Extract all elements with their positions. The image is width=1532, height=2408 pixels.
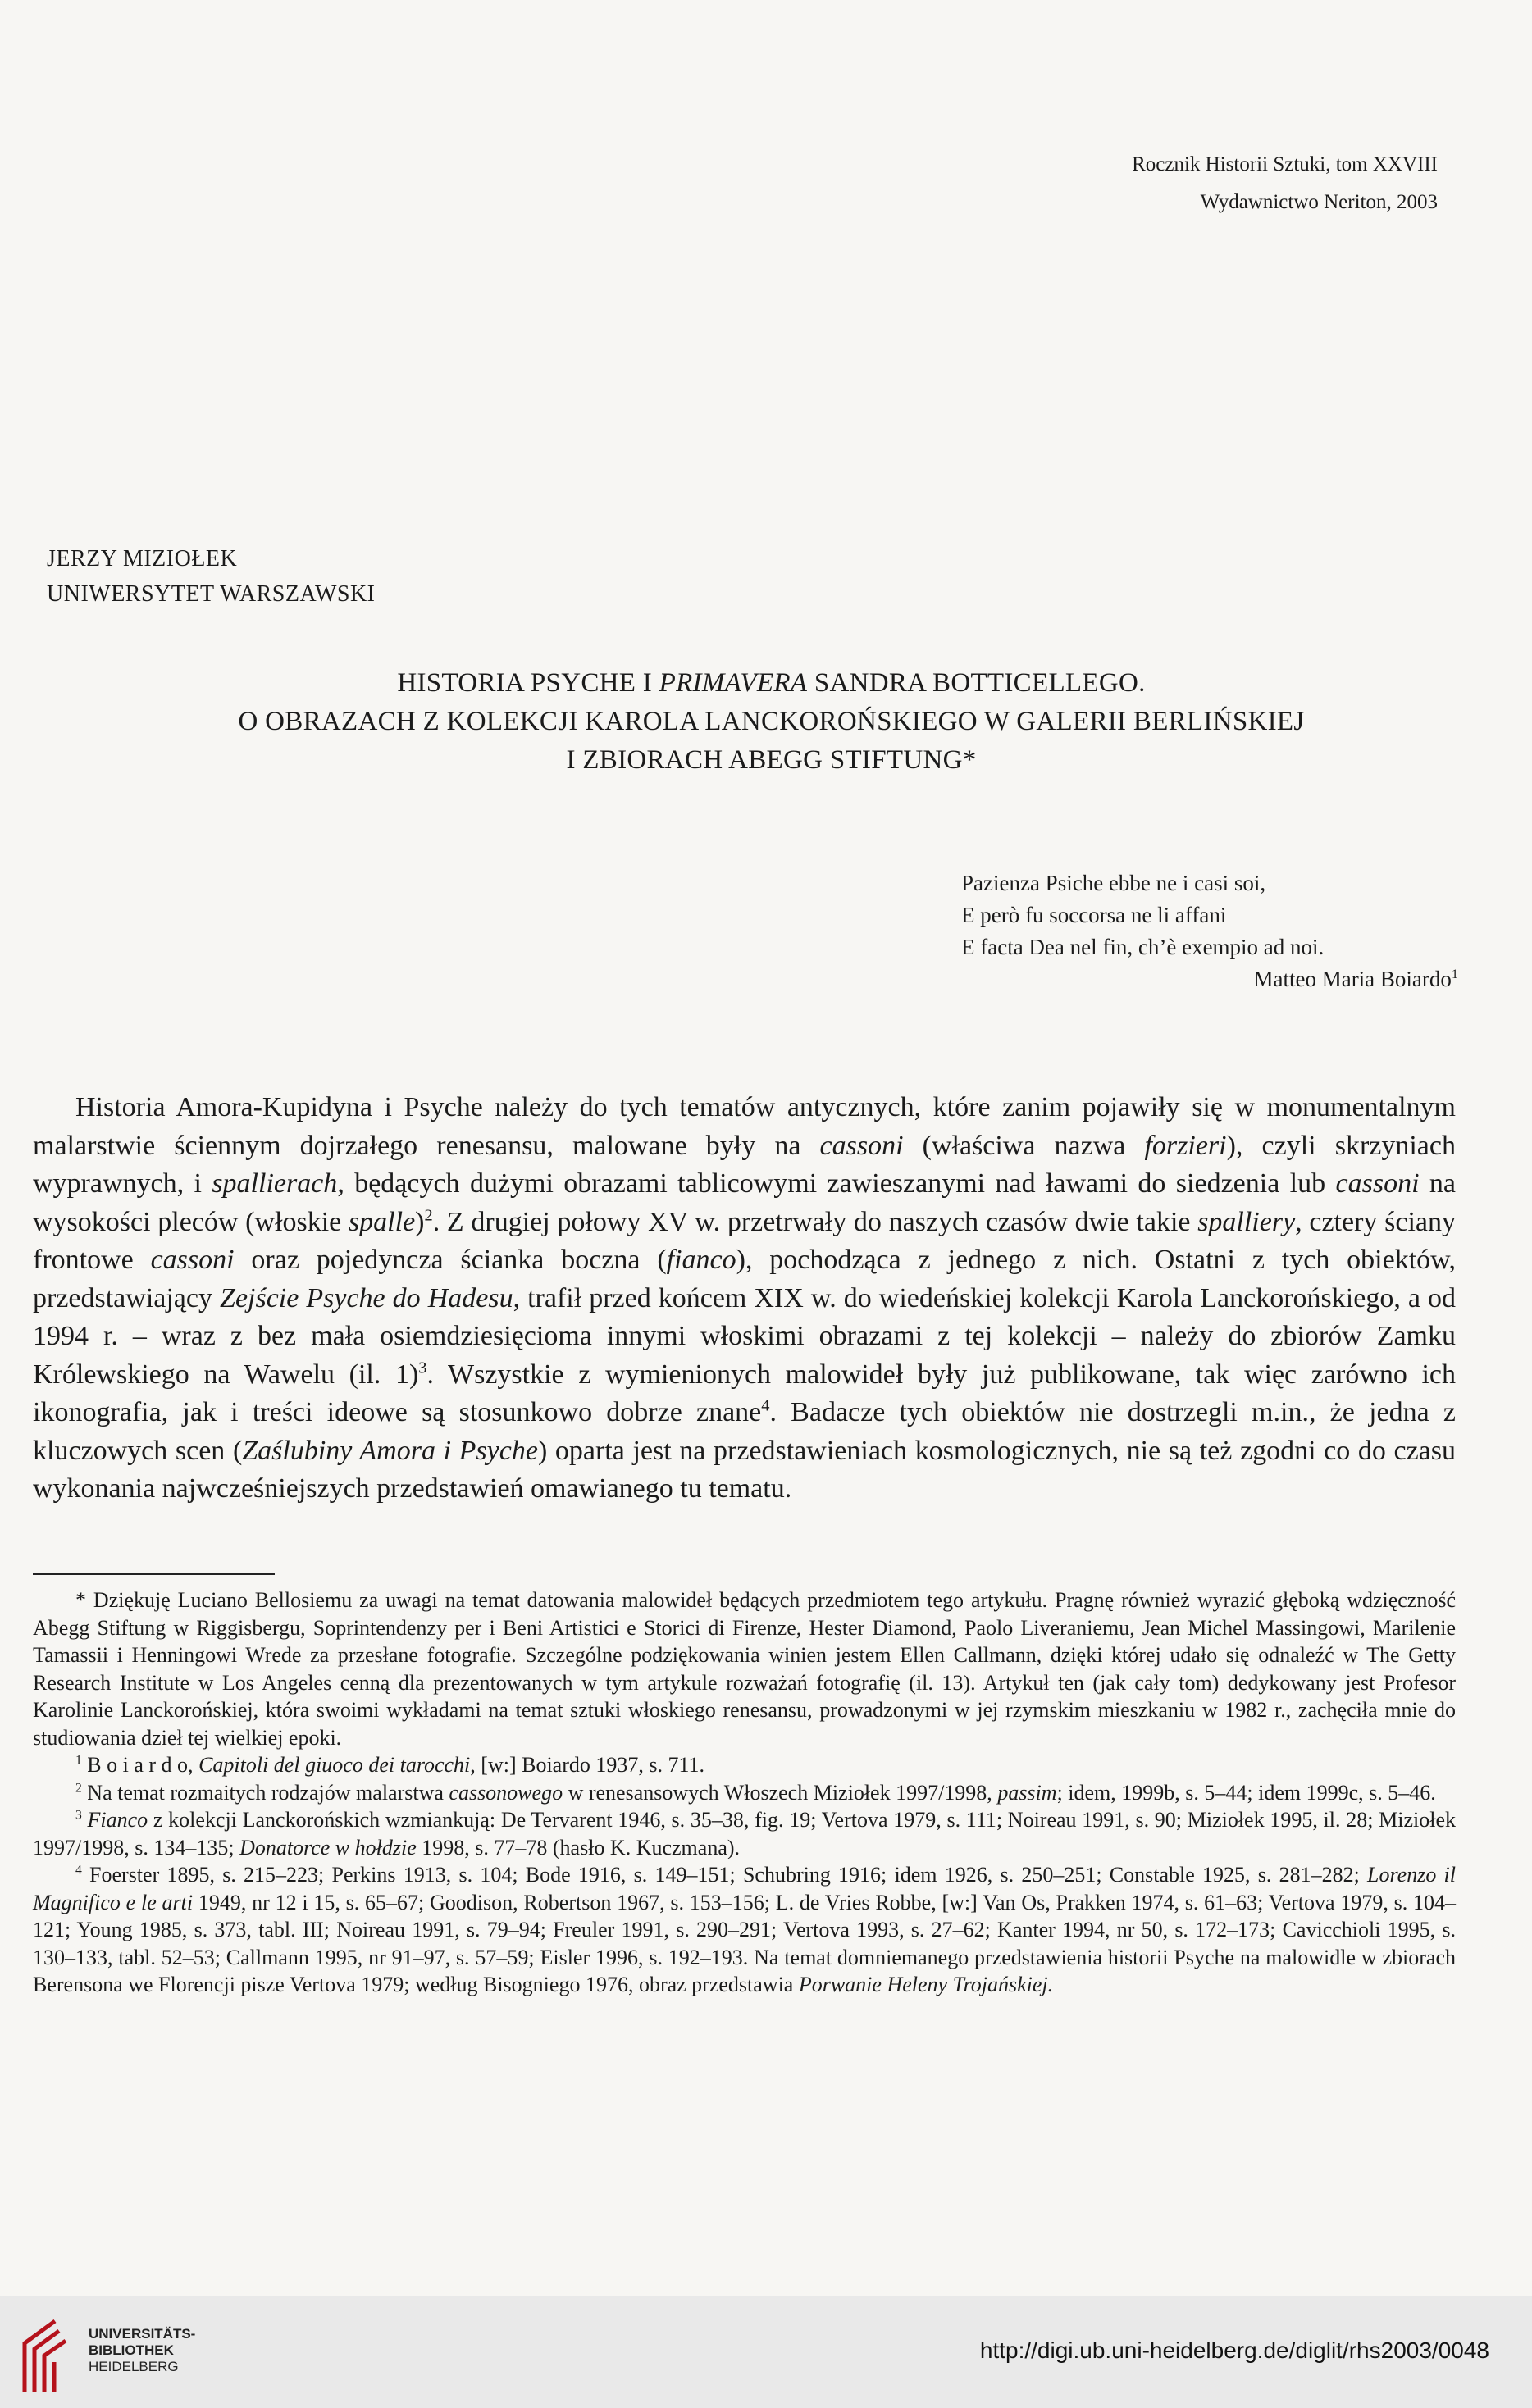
epigraph: [961, 867, 1458, 995]
footnote-ref: 3: [418, 1359, 427, 1377]
footnotes: [33, 1586, 1456, 1999]
epigraph-attribution: Matteo Maria Boiardo$^1$: [1253, 967, 1458, 991]
footnote-3: $^3$ Fianco z kolekcji Lanckorońskich wzmiankują: De Tervarent 1946, s. 35–38, fig. 19; Vertova 1979, s. 111; Noireau 1991, s. 90; Miziołek 1995, il. 28; Miziołek 1997/1998, s. 134–135; Donatorce w hołdzie 1998, s. 77–78 (hasło K. Kuczmana).: [33, 1808, 1457, 1859]
footnote-1: $^1$ B o i a r d o, Capitoli del giuoco dei tarocchi, [w:] Boiardo 1937, s. 711.: [75, 1753, 705, 1777]
title-line-2: O OBRAZACH Z KOLEKCJI KAROLA LANCKOROŃSKIEGO W GALERII BERLIŃSKIEJ: [238, 707, 1305, 736]
footnote-ref: 1: [1451, 967, 1458, 981]
epigraph-line: E però fu soccorsa ne li affani: [961, 903, 1227, 927]
author-affiliation: UNIWERSYTET WARSZAWSKI: [47, 581, 376, 607]
body-paragraph: Historia Amora-Kupidyna i Psyche należy do tych tematów antycznych, które zanim pojawiły się w monumentalnym malarstwie ściennym dojrzałego renesansu, malowane były na cassoni (właściwa nazwa forzieri), czyli skrzyniach wyprawnych, i spallierach, będących dużymi obrazami tablicowymi zawieszanymi nad ławami do siedzenia lub cassoni na wysokości pleców (włoskie spalle)$^2$. Z drugiej połowy XV w. przetrwały do naszych czasów dwie takie spalliery, cztery ściany frontowe cassoni oraz pojedyncza ścianka boczna (fianco), pochodząca z jednego z nich. Ostatni z tych obiektów, przedstawiający Zejście Psyche do Hadesu, trafił przed końcem XIX w. do wiedeńskiej kolekcji Karola Lanckorońskiego, a od 1994 r. – wraz z bez mała osiemdziesięcioma innymi włoskimi obrazami z tej kolekcji – należy do zbiorów Zamku Królewskiego na Wawelu (il. 1)$^3$. Wszystkie z wymienionych malowideł były już publikowane, tak więc zarówno ich ikonografia, jak i treści ideowe są stosunkowo dobrze znane$^4$. Badacze tych obiektów nie dostrzegli m.in., że jedna z kluczowych scen (Zaślubiny Amora i Psyche) oparta jest na przedstawieniach kosmologicznych, nie są też zgodni co do czasu wykonania najwcześniejszych przedstawień omawianego tu tematu.: [33, 1092, 1456, 1504]
university-library-logo-icon: [18, 2315, 75, 2397]
footnote-4: $^4$ Foerster 1895, s. 215–223; Perkins 1913, s. 104; Bode 1916, s. 149–151; Schubring 1916; idem 1926, s. 250–251; Constable 1925, s. 281–282; Lorenzo il Magnifico e le arti 1949, nr 12 i 15, s. 65–67; Goodison, Robertson 1967, s. 153–156; L. de Vries Robbe, [w:] Van Os, Prakken 1974, s. 61–63; Vertova 1979, s. 104–121; Young 1985, s. 373, tabl. III; Noireau 1991, s. 79–94; Freuler 1991, s. 290–291; Vertova 1993, s. 27–62; Kanter 1994, nr 50, s. 172–173; Cavicchioli 1995, s. 130–133, tabl. 52–53; Callmann 1995, nr 91–97, s. 57–59; Eisler 1996, s. 192–193. Na temat domniemanego przedstawienia historii Psyche na malowidle w zbiorach Berensona we Florencji pisze Vertova 1979; według Bisogniego 1976, obraz przedstawia Porwanie Heleny Trojańskiej.: [33, 1863, 1456, 1996]
epigraph-line: E facta Dea nel fin, ch’è exempio ad noi.: [961, 935, 1325, 959]
footnote-star: * Dziękuję Luciano Bellosiemu za uwagi na temat datowania malowideł będących przedmiotem tego artykułu. Pragnę również wyrazić głęboką wdzięczność Abegg Stiftung w Riggisbergu, Soprintendenzy per i Beni Artistici e Storici di Firenze, Hester Diamond, Paolo Liveraniemu, Jean Michel Massingowi, Marilenie Tamassii i Henningowi Wrede za przesłane fotografie. Szczególne podziękowania winien jestem Ellen Callmann, dzięki której udało się odnaleźć w The Getty Research Institute w Los Angeles cenną dla prezentowanych w tym artykule rozważań fotografię (il. 13). Artykuł ten (jak cały tom) dedykowany jest Profesor Karolinie Lanckorońskiej, która swoimi wykładami na temat sztuki włoskiego renesansu, prowadzonymi w jej rzymskim mieszkaniu w 1982 r., zachęciła mnie do studiowania dzieł tej wielkiej epoki.: [33, 1588, 1456, 1750]
article-title: [47, 664, 1496, 780]
footnote-ref: 4: [761, 1396, 770, 1415]
journal-name: Rocznik Historii Sztuki, tom XXVIII: [1132, 153, 1438, 175]
author-block: [47, 541, 375, 612]
footnote-separator: [33, 1573, 275, 1575]
footnote-ref: 2: [424, 1206, 433, 1225]
permalink-url[interactable]: http://digi.ub.uni-heidelberg.de/diglit/rhs2003/0048: [979, 2337, 1489, 2363]
library-name: UNIVERSITÄTS- BIBLIOTHEK HEIDELBERG: [89, 2326, 196, 2374]
digitization-footer: [0, 2296, 1532, 2408]
footnote-2: $^2$ Na temat rozmaitych rodzajów malarstwa cassonowego w renesansowych Włoszech Miziołek 1997/1998, passim; idem, 1999b, s. 5–44; idem 1999c, s. 5–46.: [75, 1780, 1436, 1805]
publisher-line: Wydawnictwo Neriton, 2003: [1200, 191, 1438, 213]
author-name: JERZY MIZIOŁEK: [47, 546, 238, 571]
title-line-1: HISTORIA PSYCHE I PRIMAVERA SANDRA BOTTICELLEGO.: [397, 668, 1146, 698]
title-line-3: I ZBIORACH ABEGG STIFTUNG*: [566, 745, 977, 775]
epigraph-line: Pazienza Psiche ebbe ne i casi soi,: [961, 871, 1266, 895]
running-header: [1132, 146, 1438, 221]
